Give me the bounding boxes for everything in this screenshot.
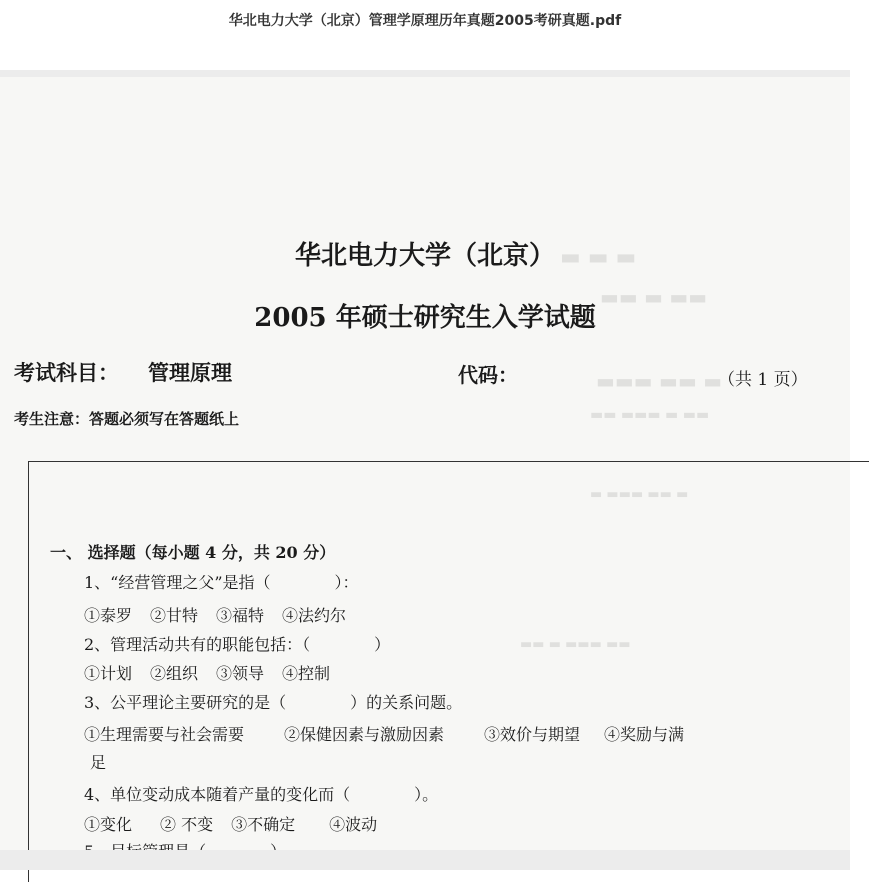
header-divider <box>0 70 850 77</box>
question-2-options <box>84 661 348 684</box>
bleed-through-mark: ▬▬ ▬▬▬ ▬ ▬▬ <box>590 407 710 423</box>
pdf-page <box>0 77 850 850</box>
question-4: 4、单位变动成本随着产量的变化而（ ）。 <box>84 785 439 804</box>
question-3-options <box>84 722 702 745</box>
bleed-through-mark: ▬▬ ▬ ▬▬▬ ▬▬ <box>520 637 631 652</box>
option: ③福特 <box>216 606 265 625</box>
option: ④法约尔 <box>282 606 347 625</box>
question-1-options <box>84 603 364 626</box>
exam-title: 2005 年硕士研究生入学试题 <box>254 303 596 333</box>
question-1: 1、“经营管理之父”是指（ ）： <box>84 573 359 592</box>
option: ②组织 <box>150 664 199 683</box>
bleed-through-mark: ▬ ▬ ▬ <box>560 245 637 270</box>
option: ④控制 <box>282 664 331 683</box>
option: ③效价与期望 <box>484 725 581 744</box>
subject-value: 管理原理 <box>148 361 232 385</box>
page-count: （共 1 页） <box>718 370 808 390</box>
subject-label: 考试科目： <box>14 361 119 385</box>
option: ②保健因素与激励因素 <box>284 725 445 744</box>
code-label: 代码： <box>458 363 518 387</box>
exam-notice: 考生注意：答题必须写在答题纸上 <box>14 410 240 428</box>
option: ①计划 <box>84 664 133 683</box>
bleed-through-mark: ▬▬ ▬ ▬▬ <box>600 285 708 309</box>
question-3: 3、公平理论主要研究的是（ ）的关系问题。 <box>84 693 463 712</box>
document-title: 华北电力大学（北京）管理学原理历年真题2005考研真题.pdf <box>228 13 622 29</box>
option: ②甘特 <box>150 606 199 625</box>
option: ③领导 <box>216 664 265 683</box>
question-4-options <box>84 812 395 835</box>
option: ④波动 <box>329 815 378 834</box>
option: ④奖励与满 <box>604 725 685 744</box>
university-name: 华北电力大学（北京） <box>294 241 555 271</box>
viewer-footer <box>0 850 850 870</box>
question-3-wrap: 足 <box>90 753 107 772</box>
section-title: 一、 选择题（每小题 4 分，共 20 分） <box>50 543 336 562</box>
option: ①变化 <box>84 815 133 834</box>
option: ③不确定 <box>231 815 296 834</box>
bleed-through-mark: ▬ ▬▬▬ ▬▬ ▬ <box>590 487 689 502</box>
question-2: 2、管理活动共有的职能包括：（ ） <box>84 635 391 654</box>
viewer-header <box>0 0 850 70</box>
bleed-through-mark: ▬▬▬ ▬▬ ▬ <box>596 369 723 393</box>
option: ①生理需要与社会需要 <box>84 725 245 744</box>
option: ② 不变 <box>160 815 214 834</box>
option: ①泰罗 <box>84 606 133 625</box>
